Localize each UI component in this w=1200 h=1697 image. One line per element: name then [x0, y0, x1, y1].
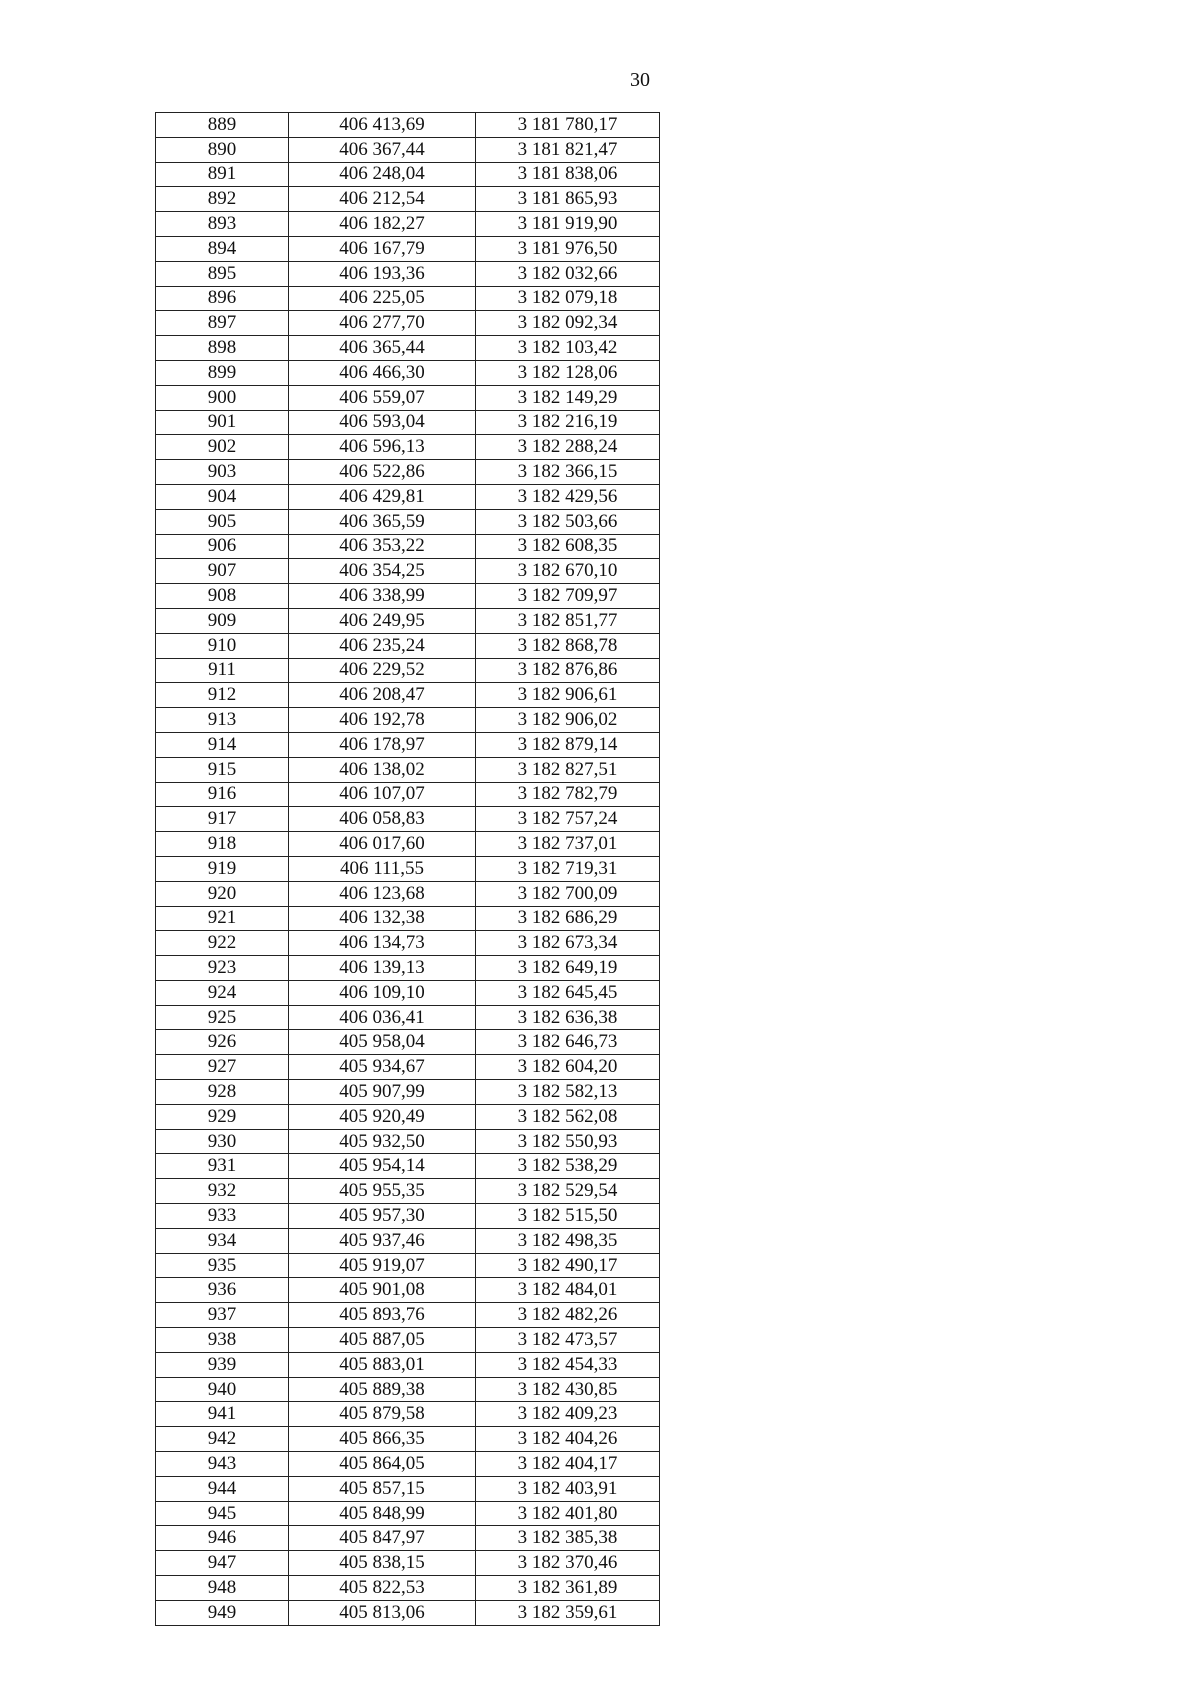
table-row	[156, 137, 660, 162]
x-coordinate-cell: 406 559,07	[289, 385, 476, 410]
y-coordinate-cell: 3 182 582,13	[476, 1080, 660, 1105]
point-number-cell: 908	[156, 584, 289, 609]
point-number-cell: 932	[156, 1179, 289, 1204]
x-coordinate-cell: 406 132,38	[289, 906, 476, 931]
point-number-cell: 933	[156, 1204, 289, 1229]
x-coordinate-cell: 405 907,99	[289, 1080, 476, 1105]
point-number-cell: 929	[156, 1104, 289, 1129]
table-row	[156, 559, 660, 584]
table-row	[156, 261, 660, 286]
point-number-cell: 918	[156, 832, 289, 857]
table-row	[156, 1576, 660, 1601]
table-row	[156, 113, 660, 138]
y-coordinate-cell: 3 182 403,91	[476, 1476, 660, 1501]
point-number-cell: 898	[156, 336, 289, 361]
x-coordinate-cell: 405 813,06	[289, 1600, 476, 1625]
y-coordinate-cell: 3 182 430,85	[476, 1377, 660, 1402]
table-row	[156, 187, 660, 212]
y-coordinate-cell: 3 181 865,93	[476, 187, 660, 212]
x-coordinate-cell: 405 889,38	[289, 1377, 476, 1402]
y-coordinate-cell: 3 182 490,17	[476, 1253, 660, 1278]
x-coordinate-cell: 406 192,78	[289, 708, 476, 733]
table-row	[156, 1005, 660, 1030]
point-number-cell: 895	[156, 261, 289, 286]
y-coordinate-cell: 3 182 079,18	[476, 286, 660, 311]
point-number-cell: 920	[156, 881, 289, 906]
point-number-cell: 940	[156, 1377, 289, 1402]
x-coordinate-cell: 405 822,53	[289, 1576, 476, 1601]
point-number-cell: 904	[156, 484, 289, 509]
point-number-cell: 917	[156, 807, 289, 832]
y-coordinate-cell: 3 182 737,01	[476, 832, 660, 857]
y-coordinate-cell: 3 182 149,29	[476, 385, 660, 410]
x-coordinate-cell: 405 866,35	[289, 1427, 476, 1452]
x-coordinate-cell: 406 123,68	[289, 881, 476, 906]
y-coordinate-cell: 3 182 429,56	[476, 484, 660, 509]
y-coordinate-cell: 3 182 370,46	[476, 1551, 660, 1576]
point-number-cell: 911	[156, 658, 289, 683]
point-number-cell: 902	[156, 435, 289, 460]
table-row	[156, 509, 660, 534]
table-row	[156, 1501, 660, 1526]
point-number-cell: 925	[156, 1005, 289, 1030]
y-coordinate-cell: 3 182 700,09	[476, 881, 660, 906]
y-coordinate-cell: 3 182 906,02	[476, 708, 660, 733]
point-number-cell: 889	[156, 113, 289, 138]
y-coordinate-cell: 3 182 288,24	[476, 435, 660, 460]
x-coordinate-cell: 405 893,76	[289, 1303, 476, 1328]
y-coordinate-cell: 3 182 128,06	[476, 360, 660, 385]
x-coordinate-cell: 405 901,08	[289, 1278, 476, 1303]
x-coordinate-cell: 405 934,67	[289, 1055, 476, 1080]
x-coordinate-cell: 406 107,07	[289, 782, 476, 807]
x-coordinate-cell: 405 838,15	[289, 1551, 476, 1576]
table-row	[156, 1104, 660, 1129]
x-coordinate-cell: 406 466,30	[289, 360, 476, 385]
point-number-cell: 931	[156, 1154, 289, 1179]
x-coordinate-cell: 406 178,97	[289, 732, 476, 757]
table-row	[156, 435, 660, 460]
point-number-cell: 927	[156, 1055, 289, 1080]
x-coordinate-cell: 406 134,73	[289, 931, 476, 956]
x-coordinate-cell: 405 958,04	[289, 1030, 476, 1055]
y-coordinate-cell: 3 182 906,61	[476, 683, 660, 708]
x-coordinate-cell: 406 249,95	[289, 608, 476, 633]
y-coordinate-cell: 3 182 709,97	[476, 584, 660, 609]
x-coordinate-cell: 405 932,50	[289, 1129, 476, 1154]
table-row	[156, 782, 660, 807]
y-coordinate-cell: 3 182 562,08	[476, 1104, 660, 1129]
point-number-cell: 946	[156, 1526, 289, 1551]
y-coordinate-cell: 3 181 821,47	[476, 137, 660, 162]
table-row	[156, 1476, 660, 1501]
x-coordinate-cell: 405 957,30	[289, 1204, 476, 1229]
y-coordinate-cell: 3 181 976,50	[476, 236, 660, 261]
table-row	[156, 906, 660, 931]
point-number-cell: 899	[156, 360, 289, 385]
point-number-cell: 939	[156, 1352, 289, 1377]
table-row	[156, 832, 660, 857]
y-coordinate-cell: 3 182 482,26	[476, 1303, 660, 1328]
y-coordinate-cell: 3 182 361,89	[476, 1576, 660, 1601]
point-number-cell: 910	[156, 633, 289, 658]
point-number-cell: 897	[156, 311, 289, 336]
x-coordinate-cell: 405 864,05	[289, 1452, 476, 1477]
point-number-cell: 949	[156, 1600, 289, 1625]
table-row	[156, 807, 660, 832]
point-number-cell: 934	[156, 1228, 289, 1253]
table-row	[156, 460, 660, 485]
point-number-cell: 892	[156, 187, 289, 212]
point-number-cell: 893	[156, 212, 289, 237]
table-row	[156, 1179, 660, 1204]
y-coordinate-cell: 3 182 868,78	[476, 633, 660, 658]
y-coordinate-cell: 3 182 359,61	[476, 1600, 660, 1625]
table-row	[156, 584, 660, 609]
point-number-cell: 912	[156, 683, 289, 708]
y-coordinate-cell: 3 182 498,35	[476, 1228, 660, 1253]
point-number-cell: 926	[156, 1030, 289, 1055]
point-number-cell: 921	[156, 906, 289, 931]
y-coordinate-cell: 3 182 827,51	[476, 757, 660, 782]
x-coordinate-cell: 406 365,59	[289, 509, 476, 534]
table-row	[156, 633, 660, 658]
point-number-cell: 915	[156, 757, 289, 782]
table-row	[156, 732, 660, 757]
x-coordinate-cell: 406 229,52	[289, 658, 476, 683]
table-row	[156, 286, 660, 311]
x-coordinate-cell: 406 138,02	[289, 757, 476, 782]
x-coordinate-cell: 405 920,49	[289, 1104, 476, 1129]
table-row	[156, 385, 660, 410]
y-coordinate-cell: 3 182 645,45	[476, 980, 660, 1005]
y-coordinate-cell: 3 182 673,34	[476, 931, 660, 956]
table-row	[156, 484, 660, 509]
y-coordinate-cell: 3 182 401,80	[476, 1501, 660, 1526]
x-coordinate-cell: 406 596,13	[289, 435, 476, 460]
table-row	[156, 980, 660, 1005]
x-coordinate-cell: 406 193,36	[289, 261, 476, 286]
x-coordinate-cell: 405 883,01	[289, 1352, 476, 1377]
table-row	[156, 1055, 660, 1080]
point-number-cell: 916	[156, 782, 289, 807]
x-coordinate-cell: 405 848,99	[289, 1501, 476, 1526]
y-coordinate-cell: 3 182 366,15	[476, 460, 660, 485]
y-coordinate-cell: 3 182 670,10	[476, 559, 660, 584]
x-coordinate-cell: 405 887,05	[289, 1328, 476, 1353]
table-row	[156, 1452, 660, 1477]
y-coordinate-cell: 3 182 454,33	[476, 1352, 660, 1377]
x-coordinate-cell: 405 879,58	[289, 1402, 476, 1427]
table-row	[156, 1129, 660, 1154]
table-row	[156, 236, 660, 261]
y-coordinate-cell: 3 181 838,06	[476, 162, 660, 187]
x-coordinate-cell: 406 225,05	[289, 286, 476, 311]
coordinates-table-body	[156, 113, 660, 1626]
y-coordinate-cell: 3 182 409,23	[476, 1402, 660, 1427]
point-number-cell: 900	[156, 385, 289, 410]
x-coordinate-cell: 406 017,60	[289, 832, 476, 857]
point-number-cell: 891	[156, 162, 289, 187]
x-coordinate-cell: 405 857,15	[289, 1476, 476, 1501]
table-row	[156, 608, 660, 633]
table-row	[156, 881, 660, 906]
y-coordinate-cell: 3 182 529,54	[476, 1179, 660, 1204]
point-number-cell: 948	[156, 1576, 289, 1601]
point-number-cell: 935	[156, 1253, 289, 1278]
y-coordinate-cell: 3 182 515,50	[476, 1204, 660, 1229]
point-number-cell: 945	[156, 1501, 289, 1526]
table-row	[156, 658, 660, 683]
point-number-cell: 905	[156, 509, 289, 534]
x-coordinate-cell: 406 365,44	[289, 336, 476, 361]
coordinates-table	[155, 112, 660, 1626]
x-coordinate-cell: 406 111,55	[289, 856, 476, 881]
x-coordinate-cell: 406 212,54	[289, 187, 476, 212]
point-number-cell: 903	[156, 460, 289, 485]
point-number-cell: 906	[156, 534, 289, 559]
x-coordinate-cell: 406 182,27	[289, 212, 476, 237]
x-coordinate-cell: 406 277,70	[289, 311, 476, 336]
table-row	[156, 856, 660, 881]
y-coordinate-cell: 3 181 919,90	[476, 212, 660, 237]
x-coordinate-cell: 406 413,69	[289, 113, 476, 138]
y-coordinate-cell: 3 182 782,79	[476, 782, 660, 807]
y-coordinate-cell: 3 182 404,26	[476, 1427, 660, 1452]
y-coordinate-cell: 3 182 550,93	[476, 1129, 660, 1154]
table-row	[156, 311, 660, 336]
x-coordinate-cell: 406 429,81	[289, 484, 476, 509]
table-row	[156, 1526, 660, 1551]
point-number-cell: 907	[156, 559, 289, 584]
table-row	[156, 1600, 660, 1625]
y-coordinate-cell: 3 182 876,86	[476, 658, 660, 683]
x-coordinate-cell: 406 139,13	[289, 956, 476, 981]
x-coordinate-cell: 406 208,47	[289, 683, 476, 708]
point-number-cell: 937	[156, 1303, 289, 1328]
y-coordinate-cell: 3 182 484,01	[476, 1278, 660, 1303]
x-coordinate-cell: 406 058,83	[289, 807, 476, 832]
point-number-cell: 909	[156, 608, 289, 633]
x-coordinate-cell: 406 367,44	[289, 137, 476, 162]
x-coordinate-cell: 405 955,35	[289, 1179, 476, 1204]
y-coordinate-cell: 3 182 092,34	[476, 311, 660, 336]
x-coordinate-cell: 405 847,97	[289, 1526, 476, 1551]
point-number-cell: 942	[156, 1427, 289, 1452]
x-coordinate-cell: 406 353,22	[289, 534, 476, 559]
table-row	[156, 212, 660, 237]
y-coordinate-cell: 3 182 538,29	[476, 1154, 660, 1179]
point-number-cell: 896	[156, 286, 289, 311]
table-row	[156, 336, 660, 361]
point-number-cell: 890	[156, 137, 289, 162]
y-coordinate-cell: 3 181 780,17	[476, 113, 660, 138]
y-coordinate-cell: 3 182 385,38	[476, 1526, 660, 1551]
x-coordinate-cell: 406 235,24	[289, 633, 476, 658]
point-number-cell: 930	[156, 1129, 289, 1154]
point-number-cell: 924	[156, 980, 289, 1005]
table-row	[156, 1402, 660, 1427]
y-coordinate-cell: 3 182 503,66	[476, 509, 660, 534]
table-row	[156, 956, 660, 981]
point-number-cell: 928	[156, 1080, 289, 1105]
table-row	[156, 1278, 660, 1303]
x-coordinate-cell: 406 354,25	[289, 559, 476, 584]
table-row	[156, 1328, 660, 1353]
point-number-cell: 941	[156, 1402, 289, 1427]
y-coordinate-cell: 3 182 686,29	[476, 906, 660, 931]
x-coordinate-cell: 406 593,04	[289, 410, 476, 435]
table-row	[156, 534, 660, 559]
table-row	[156, 1154, 660, 1179]
point-number-cell: 914	[156, 732, 289, 757]
y-coordinate-cell: 3 182 851,77	[476, 608, 660, 633]
x-coordinate-cell: 405 954,14	[289, 1154, 476, 1179]
x-coordinate-cell: 406 109,10	[289, 980, 476, 1005]
table-row	[156, 1551, 660, 1576]
point-number-cell: 947	[156, 1551, 289, 1576]
table-row	[156, 757, 660, 782]
y-coordinate-cell: 3 182 404,17	[476, 1452, 660, 1477]
table-row	[156, 410, 660, 435]
y-coordinate-cell: 3 182 719,31	[476, 856, 660, 881]
x-coordinate-cell: 406 248,04	[289, 162, 476, 187]
y-coordinate-cell: 3 182 636,38	[476, 1005, 660, 1030]
table-row	[156, 162, 660, 187]
point-number-cell: 919	[156, 856, 289, 881]
point-number-cell: 944	[156, 1476, 289, 1501]
table-row	[156, 1377, 660, 1402]
point-number-cell: 938	[156, 1328, 289, 1353]
x-coordinate-cell: 406 338,99	[289, 584, 476, 609]
y-coordinate-cell: 3 182 604,20	[476, 1055, 660, 1080]
y-coordinate-cell: 3 182 473,57	[476, 1328, 660, 1353]
table-row	[156, 1228, 660, 1253]
table-row	[156, 683, 660, 708]
x-coordinate-cell: 405 937,46	[289, 1228, 476, 1253]
y-coordinate-cell: 3 182 216,19	[476, 410, 660, 435]
table-row	[156, 1204, 660, 1229]
x-coordinate-cell: 405 919,07	[289, 1253, 476, 1278]
point-number-cell: 901	[156, 410, 289, 435]
page-number: 30	[630, 69, 650, 91]
point-number-cell: 923	[156, 956, 289, 981]
y-coordinate-cell: 3 182 646,73	[476, 1030, 660, 1055]
point-number-cell: 913	[156, 708, 289, 733]
table-row	[156, 360, 660, 385]
y-coordinate-cell: 3 182 032,66	[476, 261, 660, 286]
y-coordinate-cell: 3 182 757,24	[476, 807, 660, 832]
point-number-cell: 922	[156, 931, 289, 956]
table-row	[156, 931, 660, 956]
table-row	[156, 1253, 660, 1278]
point-number-cell: 936	[156, 1278, 289, 1303]
table-row	[156, 708, 660, 733]
x-coordinate-cell: 406 167,79	[289, 236, 476, 261]
x-coordinate-cell: 406 036,41	[289, 1005, 476, 1030]
y-coordinate-cell: 3 182 608,35	[476, 534, 660, 559]
point-number-cell: 894	[156, 236, 289, 261]
table-row	[156, 1352, 660, 1377]
table-row	[156, 1030, 660, 1055]
y-coordinate-cell: 3 182 649,19	[476, 956, 660, 981]
table-row	[156, 1080, 660, 1105]
y-coordinate-cell: 3 182 103,42	[476, 336, 660, 361]
x-coordinate-cell: 406 522,86	[289, 460, 476, 485]
table-row	[156, 1303, 660, 1328]
point-number-cell: 943	[156, 1452, 289, 1477]
table-row	[156, 1427, 660, 1452]
y-coordinate-cell: 3 182 879,14	[476, 732, 660, 757]
